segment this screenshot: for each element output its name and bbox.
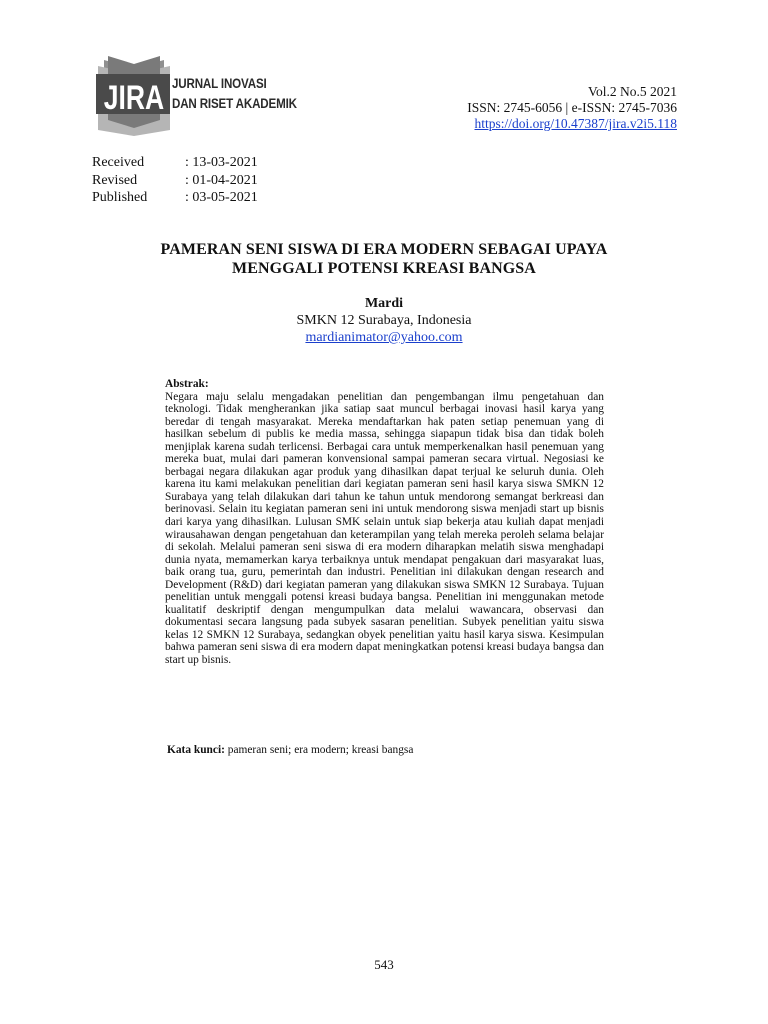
journal-logo [94, 54, 297, 136]
submission-dates [92, 154, 258, 207]
logo-mark: JIRA [103, 78, 165, 117]
date-row-published [92, 189, 258, 207]
journal-name-line1: JURNAL INOVASI [172, 76, 267, 91]
abstract-section [165, 378, 604, 667]
date-value: : 01-04-2021 [185, 172, 258, 188]
page-number: 543 [374, 957, 394, 972]
author-affiliation: SMKN 12 Surabaya, Indonesia [296, 313, 472, 328]
keywords-value: pameran seni; era modern; kreasi bangsa [224, 744, 414, 756]
date-value: : 03-05-2021 [185, 190, 258, 205]
author-email-link[interactable]: mardianimator@yahoo.com [305, 330, 463, 345]
paper-title-line2: MENGGALI POTENSI KREASI BANGSA [232, 260, 536, 277]
journal-name [172, 74, 297, 114]
journal-name-line2: DAN RISET AKADEMIK [172, 96, 297, 111]
author-name: Mardi [364, 296, 404, 311]
journal-meta [467, 84, 677, 132]
date-label: Received [92, 155, 145, 170]
date-value: : 13-03-2021 [185, 155, 258, 170]
date-label: Revised [92, 172, 138, 188]
keywords-label: Kata kunci: [167, 744, 225, 756]
author-block [0, 295, 768, 346]
doi-link[interactable]: https://doi.org/10.47387/jira.v2i5.118 [474, 116, 677, 131]
date-label: Published [92, 190, 148, 205]
paper-title-line1: PAMERAN SENI SISWA DI ERA MODERN SEBAGAI UPAYA [160, 241, 608, 258]
volume-info: Vol.2 No.5 2021 [587, 84, 677, 99]
abstract-text: Negara maju selalu mengadakan penelitian dan pengembangan ilmu pengetahuan dan teknologi. Tidak mengherankan jika satiap saat muncul berbagai inovasi hasil karya yang beredar di tengah masyarakat. Mereka mendaftarkan hak paten setiap penemuan yang di hasilkan sebelum di publis ke media massa, sehingga siapapun tidak bisa dan tidak boleh menjiplak karena sudah terlicensi. Berbagai cara untuk memperkenalkan hasil penemuan yang mereka buat, mulai dari pameran konvensional sampai pameran secara virtual. Negosiasi ke berbagai negara dilakukan agar produk yang dihasilkan dapat terjual ke seluruh dunia. Oleh karena itu kami melakukan penelitian dari kegiatan pameran seni hasil karya siswa SMKN 12 Surabaya yang telah dilakukan dari tahun ke tahun untuk mendorong semangat berkreasi dan berinovasi. Selain itu kegiatan pameran seni ini untuk mendorong siswa menjadi start up bisnis dari karya yang dihasilkan. Lulusan SMK selain untuk siap bekerja atau kuliah dapat menjadi wirausahawan dengan pengetahuan dan keterampilan yang telah mereka peroleh selama belajar di sekolah. Melalui pameran seni siswa di era modern diharapkan melatih siswa menghadapi dunia nyata, memamerkan karya terbaiknya untuk mendapat pengakuan dari masyarakat luas, baik orang tua, guru, pemerintah dan industri. Penelitian ini dilakukan dengan research and Development (R&D) dari kegiatan pameran yang dilakukan siswa SMKN 12 Surabaya. Tujuan penelitian untuk menggali potensi kreasi budaya bangsa. Penelitian ini menggunakan metode kualitatif deskriptif dengan mengumpulkan data melalui wawancara, observasi dan dokumentasi secara langsung pada subyek sasaran penelitian. Subyek penelitian yaitu siswa kelas 12 SMKN 12 Surabaya, sedangkan obyek penelitian yaitu hasil karya siswa. Kesimpulan bahwa pameran seni siswa di era modern dapat meningkatkan potensi kreasi budaya bangsa dan start up bisnis. [165, 390, 604, 667]
date-row-received [92, 154, 258, 172]
issn-info: ISSN: 2745-6056 | e-ISSN: 2745-7036 [467, 100, 677, 115]
paper-title [100, 240, 668, 278]
date-row-revised [92, 172, 258, 190]
abstract-heading: Abstrak: [165, 378, 209, 390]
keywords [167, 744, 413, 757]
